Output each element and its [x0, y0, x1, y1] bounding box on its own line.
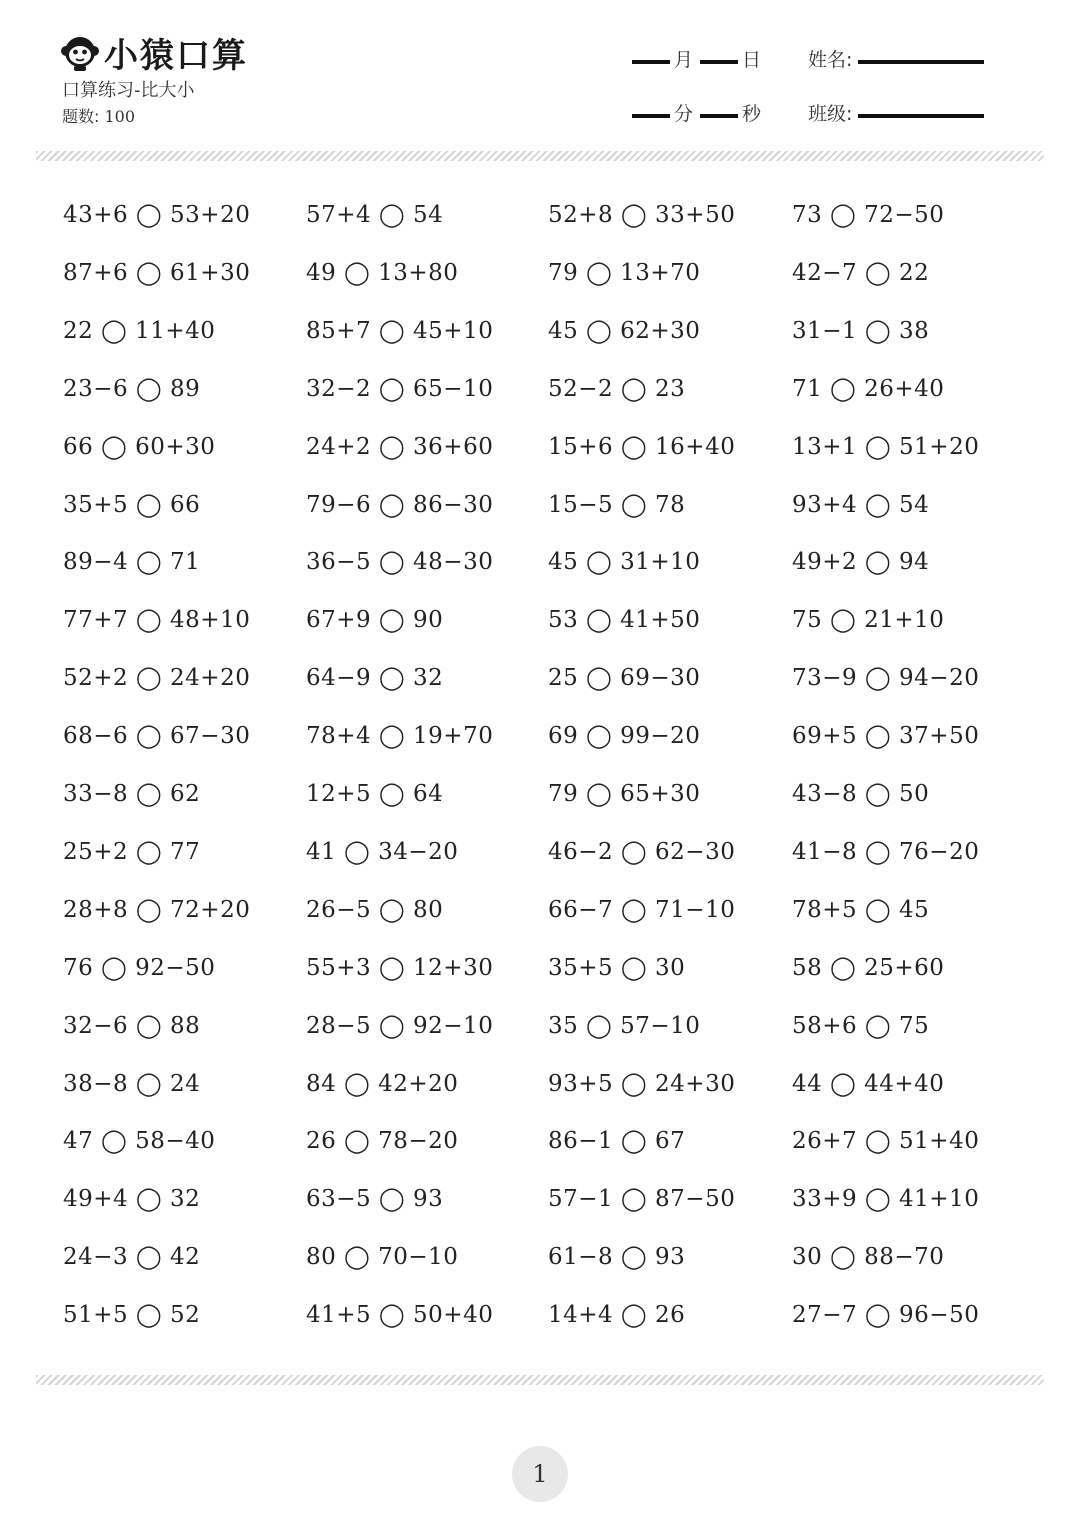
problem-count-value: 100 [104, 107, 136, 126]
problem-item[interactable]: 78+5 ◯ 45 [792, 896, 930, 923]
problem-row [63, 1013, 1043, 1053]
problem-row [63, 549, 1043, 589]
problem-item[interactable]: 15+6 ◯ 16+40 [548, 433, 736, 460]
problem-row [63, 665, 1043, 705]
brand-name: 小猿口算 [104, 36, 248, 76]
problem-item[interactable]: 73 ◯ 72−50 [792, 202, 945, 228]
worksheet-header [0, 0, 1080, 150]
problem-item[interactable]: 44 ◯ 44+40 [792, 1070, 945, 1097]
problem-item[interactable]: 41−8 ◯ 76−20 [792, 838, 980, 865]
problem-item[interactable]: 93+4 ◯ 54 [792, 491, 930, 518]
class-label: 班级: [808, 103, 853, 125]
problem-item[interactable]: 69+5 ◯ 37+50 [792, 723, 980, 750]
problem-item[interactable]: 35+5 ◯ 66 [63, 491, 201, 518]
problem-item[interactable]: 79 ◯ 65+30 [548, 781, 701, 807]
problem-item[interactable]: 26+7 ◯ 51+40 [792, 1128, 980, 1155]
problem-item[interactable]: 31−1 ◯ 38 [792, 317, 930, 344]
problem-item[interactable]: 45 ◯ 62+30 [548, 317, 701, 344]
problem-row [63, 839, 1043, 879]
problem-item[interactable]: 46−2 ◯ 62−30 [548, 838, 736, 865]
minute-blank[interactable] [632, 114, 670, 118]
problem-item[interactable]: 51+5 ◯ 52 [63, 1302, 201, 1329]
problem-item[interactable]: 27−7 ◯ 96−50 [792, 1302, 980, 1329]
problem-item[interactable]: 89−4 ◯ 71 [63, 549, 201, 576]
problem-item[interactable]: 36−5 ◯ 48−30 [306, 549, 494, 576]
problem-item[interactable]: 52−2 ◯ 23 [548, 375, 686, 402]
problem-item[interactable]: 86−1 ◯ 67 [548, 1128, 686, 1155]
problem-row [63, 1302, 1043, 1342]
problem-item[interactable]: 43−8 ◯ 50 [792, 781, 930, 807]
top-divider [36, 151, 1044, 161]
problem-item[interactable]: 15−5 ◯ 78 [548, 491, 686, 518]
problem-item[interactable]: 87+6 ◯ 61+30 [63, 259, 251, 286]
problem-row [63, 1128, 1043, 1168]
name-label: 姓名: [808, 49, 853, 71]
problem-item[interactable]: 41+5 ◯ 50+40 [306, 1302, 494, 1329]
page-number: 1 [512, 1446, 568, 1502]
problem-item[interactable]: 33−8 ◯ 62 [63, 781, 201, 807]
problem-item[interactable]: 12+5 ◯ 64 [306, 781, 444, 807]
problem-item[interactable]: 25+2 ◯ 77 [63, 838, 201, 865]
problem-row [63, 1071, 1043, 1111]
problem-item[interactable]: 52+2 ◯ 24+20 [63, 665, 251, 692]
problem-item[interactable]: 53 ◯ 41+50 [548, 607, 701, 634]
day-label: 日 [742, 49, 762, 71]
problem-item[interactable]: 35+5 ◯ 30 [548, 954, 686, 981]
problem-row [63, 434, 1043, 474]
problem-item[interactable]: 79 ◯ 13+70 [548, 259, 701, 286]
problem-item[interactable]: 13+1 ◯ 51+20 [792, 433, 980, 460]
problem-row [63, 723, 1043, 763]
problem-item[interactable]: 71 ◯ 26+40 [792, 375, 945, 402]
problem-item[interactable]: 57+4 ◯ 54 [306, 202, 444, 228]
problem-item[interactable]: 45 ◯ 31+10 [548, 549, 701, 576]
problem-item[interactable]: 26 ◯ 78−20 [306, 1128, 459, 1155]
problem-item[interactable]: 66−7 ◯ 71−10 [548, 896, 736, 923]
problem-item[interactable]: 67+9 ◯ 90 [306, 607, 444, 634]
problem-item[interactable]: 30 ◯ 88−70 [792, 1244, 945, 1271]
problem-item[interactable]: 61−8 ◯ 93 [548, 1244, 686, 1271]
problem-item[interactable]: 23−6 ◯ 89 [63, 375, 201, 402]
second-label: 秒 [742, 103, 762, 125]
problem-item[interactable]: 32−6 ◯ 88 [63, 1012, 201, 1039]
problem-item[interactable]: 93+5 ◯ 24+30 [548, 1070, 736, 1097]
problem-item[interactable]: 43+6 ◯ 53+20 [63, 202, 251, 228]
problem-row [63, 1186, 1043, 1226]
problem-row [63, 897, 1043, 937]
problem-item[interactable]: 68−6 ◯ 67−30 [63, 723, 251, 750]
problem-item[interactable]: 24+2 ◯ 36+60 [306, 433, 494, 460]
problem-item[interactable]: 63−5 ◯ 93 [306, 1186, 444, 1213]
problem-row [63, 1244, 1043, 1284]
problem-item[interactable]: 57−1 ◯ 87−50 [548, 1186, 736, 1213]
problem-item[interactable]: 22 ◯ 11+40 [63, 317, 216, 344]
problem-item[interactable]: 64−9 ◯ 32 [306, 665, 444, 692]
problem-item[interactable]: 69 ◯ 99−20 [548, 723, 701, 750]
problem-item[interactable]: 80 ◯ 70−10 [306, 1244, 459, 1271]
problem-item[interactable]: 35 ◯ 57−10 [548, 1012, 701, 1039]
problem-item[interactable]: 28+8 ◯ 72+20 [63, 896, 251, 923]
minute-label: 分 [674, 103, 694, 125]
problem-row [63, 318, 1043, 358]
problem-item[interactable]: 79−6 ◯ 86−30 [306, 491, 494, 518]
problem-row [63, 955, 1043, 995]
brand-logo [60, 28, 248, 77]
problem-item[interactable]: 78+4 ◯ 19+70 [306, 723, 494, 750]
problem-item[interactable]: 24−3 ◯ 42 [63, 1244, 201, 1271]
problem-item[interactable]: 77+7 ◯ 48+10 [63, 607, 251, 634]
problem-item[interactable]: 58+6 ◯ 75 [792, 1012, 930, 1039]
class-blank[interactable] [858, 114, 984, 118]
problem-item[interactable]: 28−5 ◯ 92−10 [306, 1012, 494, 1039]
month-label: 月 [674, 49, 694, 71]
problem-item[interactable]: 52+8 ◯ 33+50 [548, 202, 736, 228]
problem-row [63, 202, 1043, 242]
problem-item[interactable]: 32−2 ◯ 65−10 [306, 375, 494, 402]
problem-item[interactable]: 49+4 ◯ 32 [63, 1186, 201, 1213]
problem-row [63, 260, 1043, 300]
problem-item[interactable]: 66 ◯ 60+30 [63, 433, 216, 460]
name-blank[interactable] [858, 60, 984, 64]
problem-item[interactable]: 33+9 ◯ 41+10 [792, 1186, 980, 1213]
bottom-divider [36, 1375, 1044, 1385]
problem-row [63, 376, 1043, 416]
problem-item[interactable]: 41 ◯ 34−20 [306, 838, 459, 865]
problem-row [63, 781, 1043, 821]
problem-count [62, 104, 135, 127]
worksheet-title: 口算练习-比大小 [62, 80, 195, 101]
month-blank[interactable] [632, 60, 670, 64]
problem-item[interactable]: 75 ◯ 21+10 [792, 607, 945, 634]
problem-item[interactable]: 58 ◯ 25+60 [792, 954, 945, 981]
problem-item[interactable]: 26−5 ◯ 80 [306, 896, 444, 923]
second-blank[interactable] [700, 114, 738, 118]
problem-item[interactable]: 49 ◯ 13+80 [306, 259, 459, 286]
problem-count-label: 题数: [62, 107, 100, 126]
problem-item[interactable]: 14+4 ◯ 26 [548, 1302, 686, 1329]
problem-item[interactable]: 85+7 ◯ 45+10 [306, 317, 494, 344]
problem-item[interactable]: 73−9 ◯ 94−20 [792, 665, 980, 692]
problem-item[interactable]: 84 ◯ 42+20 [306, 1070, 459, 1097]
day-blank[interactable] [700, 60, 738, 64]
problem-row [63, 492, 1043, 532]
problem-item[interactable]: 42−7 ◯ 22 [792, 259, 930, 286]
problem-item[interactable]: 49+2 ◯ 94 [792, 549, 930, 576]
problem-item[interactable]: 38−8 ◯ 24 [63, 1070, 201, 1097]
monkey-face-icon [60, 33, 100, 73]
problem-item[interactable]: 47 ◯ 58−40 [63, 1128, 216, 1155]
problem-item[interactable]: 55+3 ◯ 12+30 [306, 954, 494, 981]
problem-row [63, 607, 1043, 647]
problem-item[interactable]: 25 ◯ 69−30 [548, 665, 701, 692]
problem-item[interactable]: 76 ◯ 92−50 [63, 954, 216, 981]
